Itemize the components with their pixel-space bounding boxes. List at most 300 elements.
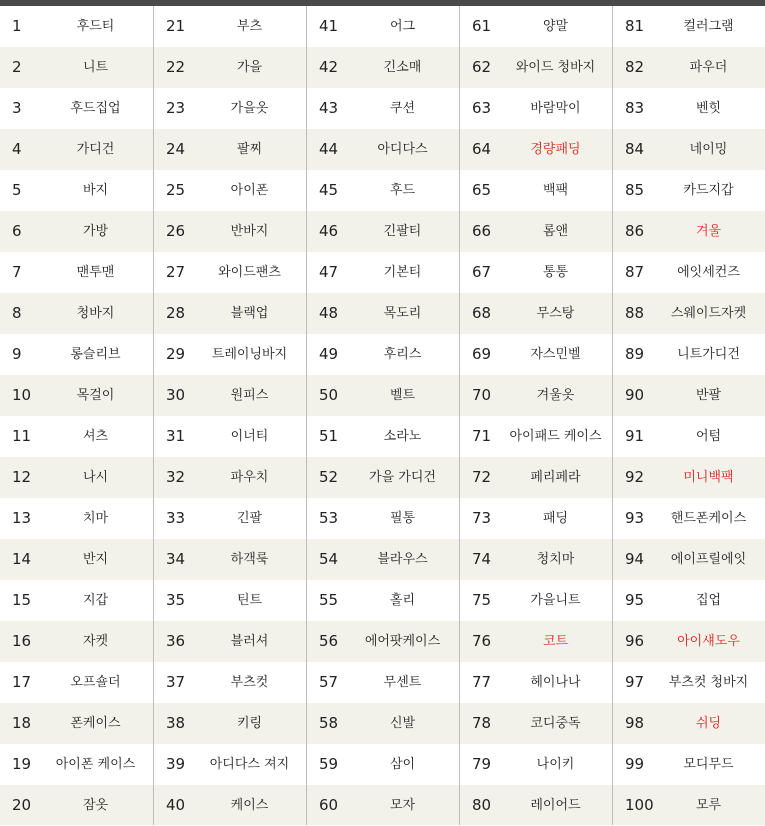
ranking-row [307, 293, 460, 334]
rank-number: 99 [625, 755, 645, 773]
keyword: 부츠컷 [230, 675, 269, 690]
keyword: 롬앤 [542, 224, 569, 239]
rank-number: 42 [319, 58, 339, 76]
rank-number: 49 [319, 345, 339, 363]
ranking-row [613, 6, 765, 47]
ranking-row [0, 47, 153, 88]
rank-number: 70 [472, 386, 492, 404]
ranking-row [307, 416, 460, 457]
rank-number: 82 [625, 58, 645, 76]
rank-number: 55 [319, 591, 339, 609]
keyword-highlighted: 겨울 [695, 224, 722, 239]
rank-number: 43 [319, 99, 339, 117]
keyword: 청치마 [536, 552, 575, 567]
ranking-row [154, 129, 307, 170]
keyword: 반바지 [230, 224, 269, 239]
rank-number: 100 [625, 796, 654, 814]
ranking-row [613, 47, 765, 88]
ranking-row [154, 621, 307, 662]
keyword: 니트 [82, 60, 109, 75]
ranking-row [0, 744, 153, 785]
keyword: 팔찌 [236, 142, 263, 157]
rank-number: 1 [12, 17, 22, 35]
rank-number: 63 [472, 99, 492, 117]
ranking-row [460, 457, 613, 498]
ranking-row [0, 129, 153, 170]
ranking-row [460, 293, 613, 334]
ranking-row [613, 334, 765, 375]
keyword: 가을니트 [530, 593, 581, 608]
ranking-row [460, 621, 613, 662]
ranking-row [0, 375, 153, 416]
ranking-row [307, 211, 460, 252]
ranking-row [460, 416, 613, 457]
keyword: 가을 [236, 60, 263, 75]
rank-number: 57 [319, 673, 339, 691]
rank-number: 47 [319, 263, 339, 281]
rank-number: 59 [319, 755, 339, 773]
ranking-row [154, 334, 307, 375]
keyword: 패딩 [542, 511, 569, 526]
ranking-row [154, 457, 307, 498]
ranking-row [307, 457, 460, 498]
ranking-row [307, 703, 460, 744]
rank-number: 83 [625, 99, 645, 117]
keyword: 모디무드 [683, 757, 734, 772]
keyword: 후드티 [76, 19, 115, 34]
rank-number: 65 [472, 181, 492, 199]
rank-number: 11 [12, 427, 32, 445]
rank-number: 62 [472, 58, 492, 76]
keyword: 코디중독 [530, 716, 581, 731]
keyword: 가방 [82, 224, 109, 239]
ranking-row [460, 129, 613, 170]
ranking-row [154, 170, 307, 211]
rank-number: 80 [472, 796, 492, 814]
rank-number: 89 [625, 345, 645, 363]
keyword: 무센트 [383, 675, 422, 690]
rank-number: 50 [319, 386, 339, 404]
keyword: 필통 [389, 511, 416, 526]
keyword: 아디다스 [377, 142, 428, 157]
ranking-row [307, 498, 460, 539]
keyword: 트레이닝바지 [211, 347, 288, 362]
rank-number: 38 [166, 714, 186, 732]
keyword: 신발 [389, 716, 416, 731]
rank-number: 32 [166, 468, 186, 486]
ranking-row [0, 252, 153, 293]
ranking-row [154, 252, 307, 293]
keyword-ranking-table [0, 6, 765, 825]
rank-number: 54 [319, 550, 339, 568]
ranking-row [154, 293, 307, 334]
rank-number: 77 [472, 673, 492, 691]
rank-number: 56 [319, 632, 339, 650]
keyword: 긴팔티 [383, 224, 422, 239]
keyword: 니트가디건 [677, 347, 740, 362]
keyword: 기본티 [383, 265, 422, 280]
rank-number: 16 [12, 632, 32, 650]
ranking-row [307, 129, 460, 170]
rank-number: 33 [166, 509, 186, 527]
keyword: 블랙업 [230, 306, 269, 321]
ranking-row [613, 662, 765, 703]
rank-number: 91 [625, 427, 645, 445]
keyword: 어그 [389, 19, 416, 34]
keyword: 바지 [82, 183, 109, 198]
rank-number: 79 [472, 755, 492, 773]
keyword: 집업 [695, 593, 722, 608]
rank-number: 78 [472, 714, 492, 732]
rank-number: 69 [472, 345, 492, 363]
keyword: 블라우스 [377, 552, 428, 567]
ranking-row [460, 785, 613, 825]
keyword: 틴트 [236, 593, 263, 608]
ranking-row [460, 6, 613, 47]
keyword-highlighted: 경량패딩 [530, 142, 581, 157]
ranking-row [613, 129, 765, 170]
keyword: 바람막이 [530, 101, 581, 116]
ranking-row [460, 498, 613, 539]
rank-number: 98 [625, 714, 645, 732]
keyword: 파우더 [689, 60, 728, 75]
rank-number: 58 [319, 714, 339, 732]
ranking-row [613, 785, 765, 825]
rank-number: 45 [319, 181, 339, 199]
ranking-column [612, 6, 765, 825]
keyword-highlighted: 코트 [542, 634, 569, 649]
keyword: 소라노 [383, 429, 422, 444]
keyword: 양말 [542, 19, 569, 34]
ranking-row [0, 416, 153, 457]
rank-number: 88 [625, 304, 645, 322]
rank-number: 40 [166, 796, 186, 814]
keyword: 카드지갑 [683, 183, 734, 198]
ranking-row [460, 252, 613, 293]
keyword: 치마 [82, 511, 109, 526]
keyword: 셔츠 [82, 429, 109, 444]
rank-number: 26 [166, 222, 186, 240]
keyword: 컬러그램 [683, 19, 734, 34]
ranking-row [460, 539, 613, 580]
rank-number: 34 [166, 550, 186, 568]
rank-number: 3 [12, 99, 22, 117]
keyword: 부츠 [236, 19, 263, 34]
keyword: 모자 [389, 798, 416, 813]
ranking-row [307, 580, 460, 621]
ranking-row [0, 6, 153, 47]
keyword: 아이폰 케이스 [55, 757, 136, 772]
keyword: 후드집업 [70, 101, 121, 116]
rank-number: 46 [319, 222, 339, 240]
ranking-row [613, 252, 765, 293]
keyword: 레이어드 [530, 798, 581, 813]
keyword: 키링 [236, 716, 263, 731]
keyword: 롱슬리브 [70, 347, 121, 362]
rank-number: 27 [166, 263, 186, 281]
ranking-row [0, 88, 153, 129]
keyword: 겨울옷 [536, 388, 575, 403]
ranking-row [460, 744, 613, 785]
keyword: 벤힛 [695, 101, 722, 116]
rank-number: 2 [12, 58, 22, 76]
keyword: 홀리 [389, 593, 416, 608]
keyword: 가을옷 [230, 101, 269, 116]
ranking-column [459, 6, 613, 825]
keyword: 후리스 [383, 347, 422, 362]
rank-number: 97 [625, 673, 645, 691]
rank-number: 25 [166, 181, 186, 199]
ranking-column [153, 6, 307, 825]
ranking-row [0, 293, 153, 334]
rank-number: 4 [12, 140, 22, 158]
keyword: 핸드폰케이스 [670, 511, 747, 526]
keyword-highlighted: 아이섀도우 [677, 634, 740, 649]
ranking-row [460, 211, 613, 252]
rank-number: 74 [472, 550, 492, 568]
ranking-row [154, 662, 307, 703]
rank-number: 22 [166, 58, 186, 76]
keyword: 가디건 [76, 142, 115, 157]
ranking-row [613, 703, 765, 744]
rank-number: 90 [625, 386, 645, 404]
ranking-row [0, 621, 153, 662]
rank-number: 95 [625, 591, 645, 609]
ranking-row [154, 580, 307, 621]
ranking-column [306, 6, 460, 825]
keyword-highlighted: 쉬딩 [695, 716, 722, 731]
rank-number: 66 [472, 222, 492, 240]
ranking-row [307, 375, 460, 416]
keyword: 백팩 [542, 183, 569, 198]
keyword: 모루 [695, 798, 722, 813]
keyword: 아이폰 [230, 183, 269, 198]
rank-number: 72 [472, 468, 492, 486]
ranking-row [0, 170, 153, 211]
ranking-row [613, 416, 765, 457]
rank-number: 12 [12, 468, 32, 486]
ranking-row [0, 457, 153, 498]
keyword: 목걸이 [76, 388, 115, 403]
keyword: 페리페라 [530, 470, 581, 485]
keyword: 벨트 [389, 388, 416, 403]
keyword: 아디다스 져지 [209, 757, 290, 772]
keyword: 하객룩 [230, 552, 269, 567]
keyword: 후드 [389, 183, 416, 198]
ranking-row [0, 211, 153, 252]
ranking-row [307, 539, 460, 580]
rank-number: 93 [625, 509, 645, 527]
ranking-row [307, 621, 460, 662]
rank-number: 30 [166, 386, 186, 404]
keyword: 맨투맨 [76, 265, 115, 280]
keyword: 삼이 [389, 757, 416, 772]
keyword: 네이밍 [689, 142, 728, 157]
ranking-row [154, 375, 307, 416]
rank-number: 60 [319, 796, 339, 814]
ranking-row [613, 539, 765, 580]
ranking-row [613, 580, 765, 621]
rank-number: 85 [625, 181, 645, 199]
rank-number: 94 [625, 550, 645, 568]
rank-number: 51 [319, 427, 339, 445]
keyword: 반팔 [695, 388, 722, 403]
keyword: 원피스 [230, 388, 269, 403]
ranking-row [460, 170, 613, 211]
rank-number: 15 [12, 591, 32, 609]
keyword: 긴팔 [236, 511, 263, 526]
rank-number: 9 [12, 345, 22, 363]
keyword: 오프숄더 [70, 675, 121, 690]
rank-number: 76 [472, 632, 492, 650]
ranking-row [154, 47, 307, 88]
ranking-row [613, 293, 765, 334]
rank-number: 23 [166, 99, 186, 117]
keyword: 케이스 [230, 798, 269, 813]
rank-number: 31 [166, 427, 186, 445]
ranking-row [307, 744, 460, 785]
rank-number: 53 [319, 509, 339, 527]
rank-number: 84 [625, 140, 645, 158]
ranking-row [0, 334, 153, 375]
keyword: 자켓 [82, 634, 109, 649]
rank-number: 68 [472, 304, 492, 322]
ranking-row [613, 375, 765, 416]
keyword: 긴소매 [383, 60, 422, 75]
ranking-row [307, 6, 460, 47]
keyword: 가을 가디건 [369, 470, 436, 485]
ranking-row [460, 88, 613, 129]
rank-number: 64 [472, 140, 492, 158]
ranking-row [154, 744, 307, 785]
rank-number: 81 [625, 17, 645, 35]
ranking-row [613, 498, 765, 539]
keyword: 청바지 [76, 306, 115, 321]
rank-number: 7 [12, 263, 22, 281]
keyword: 부츠컷 청바지 [668, 675, 749, 690]
rank-number: 73 [472, 509, 492, 527]
keyword: 헤이나나 [530, 675, 581, 690]
rank-number: 75 [472, 591, 492, 609]
keyword: 지갑 [82, 593, 109, 608]
rank-number: 35 [166, 591, 186, 609]
ranking-row [154, 6, 307, 47]
ranking-row [460, 662, 613, 703]
ranking-row [613, 457, 765, 498]
ranking-row [154, 88, 307, 129]
keyword: 통통 [542, 265, 569, 280]
ranking-row [0, 539, 153, 580]
keyword: 무스탕 [536, 306, 575, 321]
rank-number: 6 [12, 222, 22, 240]
ranking-row [460, 334, 613, 375]
rank-number: 21 [166, 17, 186, 35]
rank-number: 29 [166, 345, 186, 363]
rank-number: 17 [12, 673, 32, 691]
rank-number: 10 [12, 386, 32, 404]
rank-number: 96 [625, 632, 645, 650]
ranking-row [307, 662, 460, 703]
keyword: 자스민벨 [530, 347, 581, 362]
rank-number: 14 [12, 550, 32, 568]
rank-number: 13 [12, 509, 32, 527]
keyword: 에잇세컨즈 [677, 265, 740, 280]
rank-number: 48 [319, 304, 339, 322]
rank-number: 19 [12, 755, 32, 773]
ranking-row [0, 785, 153, 825]
ranking-row [0, 498, 153, 539]
ranking-row [307, 170, 460, 211]
rank-number: 44 [319, 140, 339, 158]
rank-number: 87 [625, 263, 645, 281]
keyword: 이너티 [230, 429, 269, 444]
ranking-row [307, 88, 460, 129]
ranking-row [154, 539, 307, 580]
ranking-row [613, 88, 765, 129]
rank-number: 28 [166, 304, 186, 322]
keyword: 폰케이스 [70, 716, 121, 731]
ranking-column [0, 6, 153, 825]
ranking-row [613, 621, 765, 662]
keyword: 에어팟케이스 [364, 634, 441, 649]
ranking-row [154, 703, 307, 744]
keyword: 파우치 [230, 470, 269, 485]
rank-number: 5 [12, 181, 22, 199]
rank-number: 37 [166, 673, 186, 691]
keyword: 블러셔 [230, 634, 269, 649]
rank-number: 18 [12, 714, 32, 732]
rank-number: 71 [472, 427, 492, 445]
rank-number: 39 [166, 755, 186, 773]
keyword-highlighted: 미니백팩 [683, 470, 734, 485]
keyword: 반지 [82, 552, 109, 567]
keyword: 잠옷 [82, 798, 109, 813]
ranking-row [307, 252, 460, 293]
keyword: 목도리 [383, 306, 422, 321]
ranking-row [460, 703, 613, 744]
ranking-row [154, 785, 307, 825]
rank-number: 36 [166, 632, 186, 650]
rank-number: 24 [166, 140, 186, 158]
keyword: 와이드팬츠 [218, 265, 281, 280]
ranking-row [0, 662, 153, 703]
rank-number: 92 [625, 468, 645, 486]
ranking-row [154, 498, 307, 539]
keyword: 나시 [82, 470, 109, 485]
rank-number: 8 [12, 304, 22, 322]
ranking-row [460, 580, 613, 621]
keyword: 와이드 청바지 [515, 60, 596, 75]
ranking-row [460, 375, 613, 416]
ranking-row [460, 47, 613, 88]
ranking-row [613, 170, 765, 211]
rank-number: 41 [319, 17, 339, 35]
rank-number: 61 [472, 17, 492, 35]
keyword: 쿠션 [389, 101, 416, 116]
ranking-row [154, 211, 307, 252]
keyword: 어텀 [695, 429, 722, 444]
ranking-row [307, 785, 460, 825]
ranking-row [154, 416, 307, 457]
rank-number: 52 [319, 468, 339, 486]
ranking-row [613, 744, 765, 785]
keyword: 에이프릴에잇 [670, 552, 747, 567]
rank-number: 20 [12, 796, 32, 814]
keyword: 아이패드 케이스 [509, 429, 602, 444]
rank-number: 67 [472, 263, 492, 281]
ranking-row [0, 580, 153, 621]
ranking-row [613, 211, 765, 252]
